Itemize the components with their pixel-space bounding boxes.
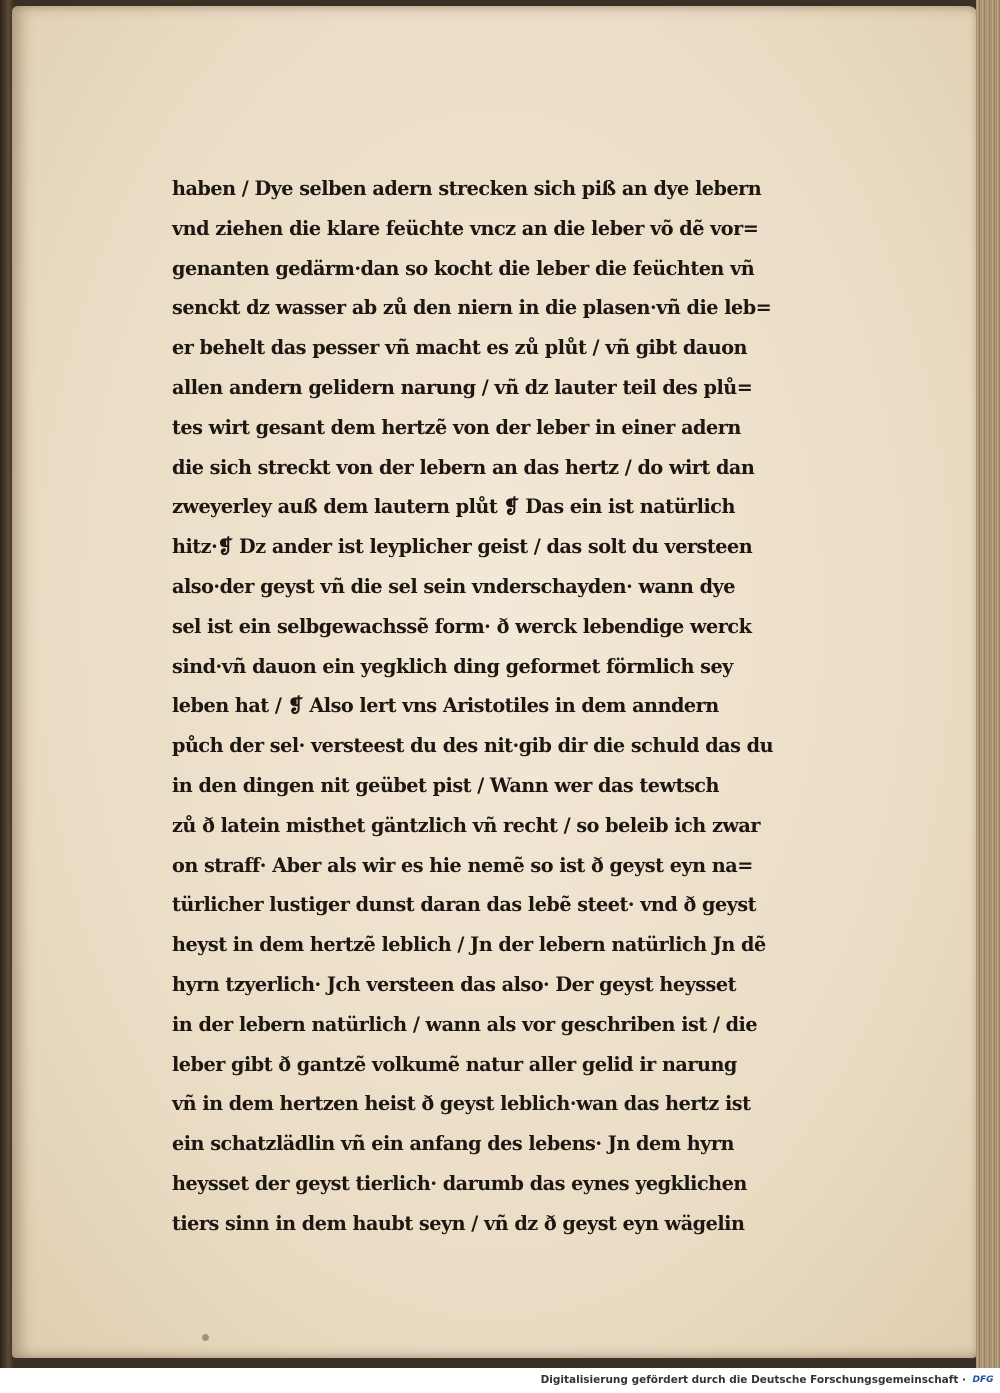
text-line: genanten gedärm·dan so kocht die leber die feüchten vñ [172,256,755,280]
text-line: sel ist ein selbgewachssẽ form· ð werck lebendige werck [172,614,752,638]
text-line: leber gibt ð gantzẽ volkumẽ natur aller gelid ir narung [172,1052,737,1076]
fore-edge [976,0,1000,1368]
text-line: sind·vñ dauon ein yegklich ding geformet förmlich sey [172,654,733,678]
text-line: on straff· Aber als wir es hie nemẽ so ist ð geyst eyn na= [172,853,753,877]
text-line: tiers sinn in dem haubt seyn / vñ dz ð geyst eyn wägelin [172,1211,745,1235]
text-line: tes wirt gesant dem hertzẽ von der leber in einer adern [172,415,741,439]
footer-bar [0,1368,1000,1393]
text-line: půch der sel· versteest du des nit·gib dir die schuld das du [172,734,774,758]
text-line: heysset der geyst tierlich· darumb das eynes yegklichen [172,1171,747,1195]
text-line: in den dingen nit geübet pist / Wann wer das tewtsch [172,773,719,797]
text-line: zweyerley auß dem lautern plůt ❡ Das ein ist natürlich [172,495,735,519]
book-page [12,6,978,1358]
text-line: hitz·❡ Dz ander ist leyplicher geist / das solt du versteen [172,535,753,559]
text-line: in der lebern natürlich / wann als vor geschriben ist / die [172,1012,758,1036]
dfg-logo: DFG [970,1373,996,1387]
text-line: er behelt das pesser vñ macht es zů plůt / vñ gibt dauon [172,336,748,360]
text-line: allen andern gelidern narung / vñ dz lauter teil des plů= [172,375,753,399]
text-line: also·der geyst vñ die sel sein vnderschayden· wann dye [172,574,735,598]
text-line: heyst in dem hertzẽ leblich / Jn der lebern natürlich Jn dẽ [172,933,766,957]
text-line: haben / Dye selben adern strecken sich piß an dye lebern [172,177,762,200]
text-line: vñ in dem hertzen heist ð geyst leblich·wan das hertz ist [172,1092,751,1116]
text-line: leben hat / ❡ Also lert vns Aristotiles in dem anndern [172,694,719,718]
text-block [172,169,822,1244]
text-line: zů ð latein misthet gäntzlich vñ recht / so beleib ich zwar [172,813,761,837]
pinhole-mark [202,1334,209,1341]
text-line: vnd ziehen die klare feüchte vncz an die leber võ dẽ vor= [172,216,759,240]
digitization-credit: Digitalisierung gefördert durch die Deutsche Forschungsgemeinschaft · [540,1374,966,1386]
text-line: türlicher lustiger dunst daran das lebẽ steet· vnd ð geyst [172,893,757,917]
text-line: ein schatzlädlin vñ ein anfang des lebens· Jn dem hyrn [172,1132,734,1156]
text-line: die sich streckt von der lebern an das hertz / do wirt dan [172,455,755,479]
text-line: hyrn tzyerlich· Jch versteen das also· Der geyst heysset [172,972,736,996]
text-line: senckt dz wasser ab zů den niern in die plasen·vñ die leb= [172,296,772,320]
